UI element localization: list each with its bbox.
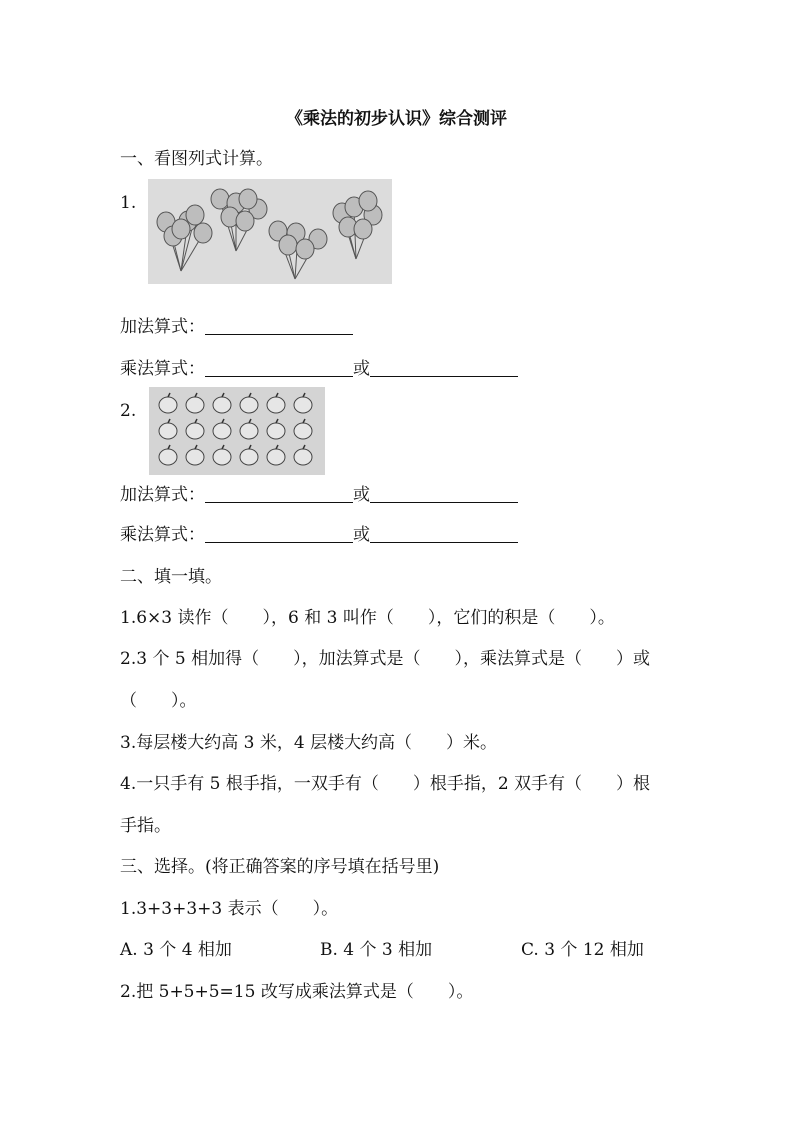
q2-multiplication-blank-1[interactable]	[205, 525, 353, 543]
fill-item-3: 3.每层楼大约高 3 米，4 层楼大约高（ ）米。	[120, 733, 498, 753]
q1-number: 1.	[120, 193, 137, 213]
q1-multiplication-label: 乘法算式：	[120, 359, 205, 379]
q2-or-text-2: 或	[353, 525, 370, 545]
q1-multiplication-row	[120, 358, 518, 380]
q1-addition-blank[interactable]	[205, 317, 353, 335]
q2-or-text-1: 或	[353, 485, 370, 505]
q2-number: 2.	[120, 401, 137, 421]
balloons-image	[148, 179, 392, 284]
q2-multiplication-blank-2[interactable]	[370, 525, 518, 543]
option-b[interactable]: B. 4 个 3 相加	[320, 940, 433, 960]
option-c[interactable]: C. 3 个 12 相加	[521, 940, 644, 960]
q1-or-text: 或	[353, 359, 370, 379]
q2-multiplication-row	[120, 524, 518, 546]
fill-item-2-cont: （ ）。	[120, 691, 197, 711]
q2-addition-row	[120, 484, 518, 506]
q1-multiplication-blank-2[interactable]	[370, 359, 518, 377]
option-a[interactable]: A. 3 个 4 相加	[120, 940, 232, 960]
fill-item-4-cont: 手指。	[120, 816, 171, 836]
q2-addition-blank-1[interactable]	[205, 485, 353, 503]
page-title: 《乘法的初步认识》综合测评	[286, 109, 507, 129]
section2-heading: 二、填一填。	[120, 567, 222, 587]
section1-heading: 一、看图列式计算。	[120, 149, 273, 169]
choice-question-2: 2.把 5+5+5=15 改写成乘法算式是（ ）。	[120, 982, 474, 1002]
apples-image	[149, 387, 325, 475]
apples-illustration	[149, 387, 325, 475]
fill-item-4: 4.一只手有 5 根手指，一双手有（ ）根手指，2 双手有（ ）根	[120, 774, 651, 794]
q1-addition-label: 加法算式：	[120, 317, 205, 337]
q2-addition-blank-2[interactable]	[370, 485, 518, 503]
fill-item-1: 1.6×3 读作（ ），6 和 3 叫作（ ），它们的积是（ ）。	[120, 608, 615, 628]
fill-item-2: 2.3 个 5 相加得（ ），加法算式是（ ），乘法算式是（ ）或	[120, 649, 651, 669]
q2-addition-label: 加法算式：	[120, 485, 205, 505]
q1-addition-row	[120, 316, 353, 338]
q2-multiplication-label: 乘法算式：	[120, 525, 205, 545]
balloons-illustration	[148, 179, 392, 284]
q1-multiplication-blank-1[interactable]	[205, 359, 353, 377]
choice-question-1: 1.3+3+3+3 表示（ ）。	[120, 899, 339, 919]
section3-heading: 三、选择。(将正确答案的序号填在括号里)	[120, 857, 440, 877]
